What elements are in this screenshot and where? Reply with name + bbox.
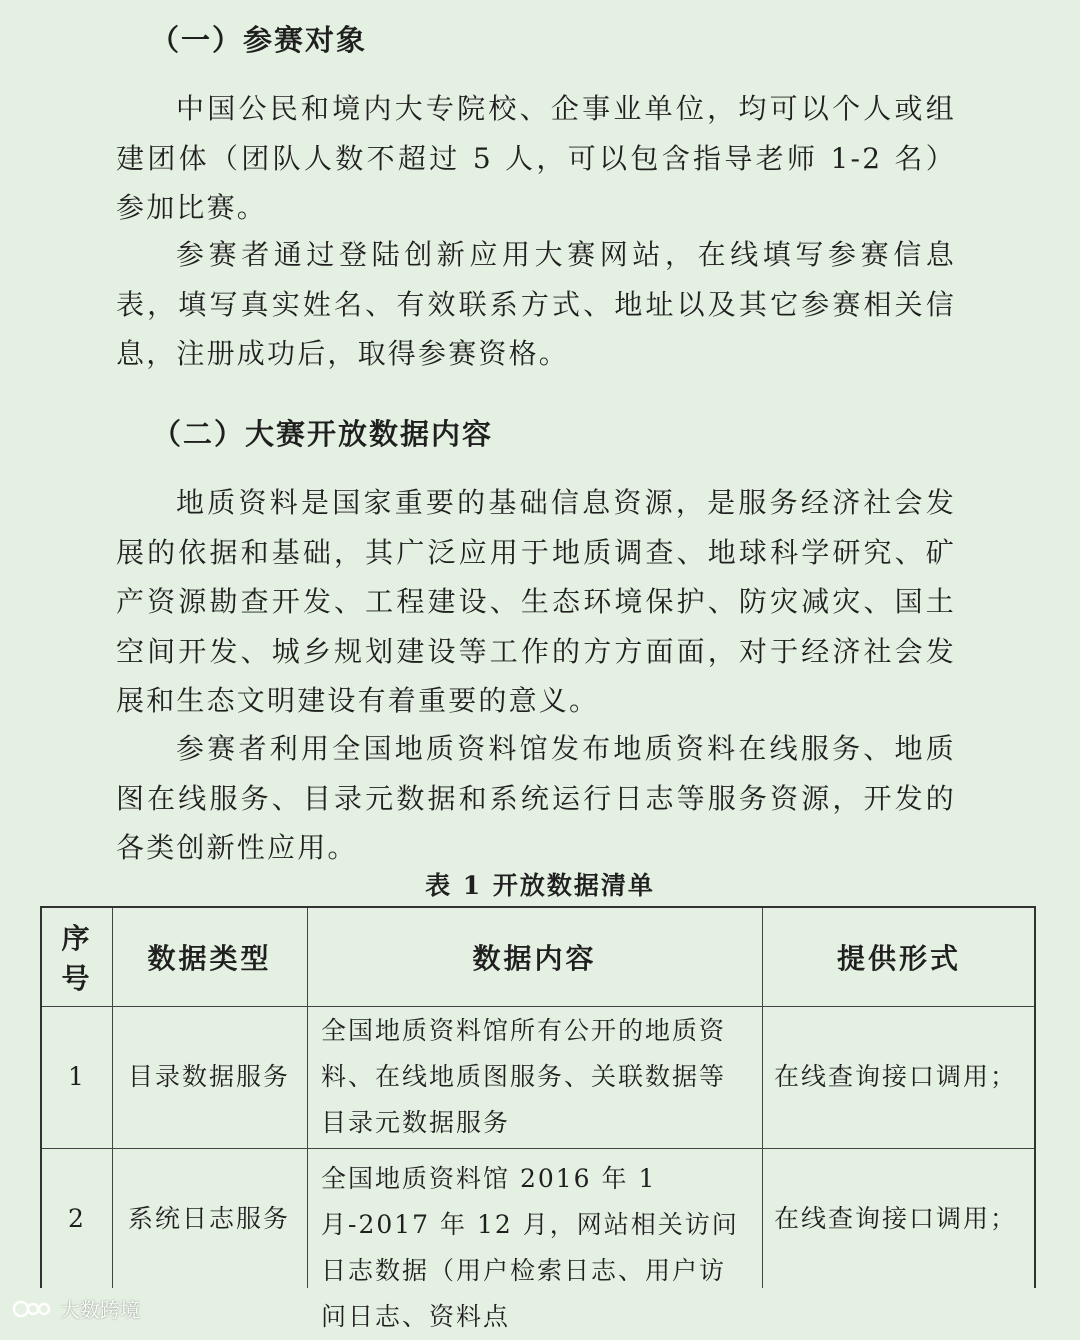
table-row-1-form: 在线查询接口调用； (774, 1062, 1018, 1091)
paragraph-participant-usage: 参赛者利用全国地质资料馆发布地质资料在线服务、地质图在线服务、目录元数据和系统运行日志等服务资源，开发的各类创新性应用。 (116, 732, 956, 864)
table-caption: 表 1 开放数据清单 (425, 871, 655, 900)
table-row-2-content: 全国地质资料馆 2016 年 1 月-2017 年 12 月，网站相关访问日志数据（用户检索日志、用户访问日志、资料点 (321, 1164, 739, 1331)
table-row-1-no: 1 (68, 1062, 86, 1091)
table-row-2-form: 在线查询接口调用； (774, 1204, 1018, 1233)
table-row-1-type: 目录数据服务 (128, 1062, 291, 1091)
paragraph-registration: 参赛者通过登陆创新应用大赛网站，在线填写参赛信息表，填写真实姓名、有效联系方式、地址以及其它参赛相关信息，注册成功后，取得参赛资格。 (116, 238, 956, 370)
watermark (10, 1294, 140, 1323)
paragraph-geological-data-importance: 地质资料是国家重要的基础信息资源，是服务经济社会发展的依据和基础，其广泛应用于地质调查、地球科学研究、矿产资源勘查开发、工程建设、生态环境保护、防灾减灾、国土空间开发、城乡规划建设等工作的方方面面，对于经济社会发展和生态文明建设有着重要的意义。 (116, 486, 956, 717)
watermark-logo-icon (10, 1298, 54, 1320)
section-heading-open-data: （二）大赛开放数据内容 (152, 417, 494, 451)
watermark-text: 大数跨境 (60, 1298, 140, 1322)
paragraph-participants-eligibility: 中国公民和境内大专院校、企事业单位，均可以个人或组建团体（团队人数不超过 5 人，可以包含指导老师 1-2 名）参加比赛。 (116, 92, 956, 224)
table-row-2-no: 2 (68, 1204, 86, 1233)
table-header-form: 提供形式 (836, 942, 961, 975)
table-row-2-type: 系统日志服务 (128, 1204, 291, 1233)
table-header-no: 序号 (61, 922, 93, 995)
table-header-content: 数据内容 (472, 942, 597, 975)
table-row-1-content: 全国地质资料馆所有公开的地质资料、在线地质图服务、关联数据等目录元数据服务 (321, 1016, 727, 1137)
section-heading-participants: （一）参赛对象 (150, 23, 368, 57)
table-header-type: 数据类型 (147, 942, 272, 975)
